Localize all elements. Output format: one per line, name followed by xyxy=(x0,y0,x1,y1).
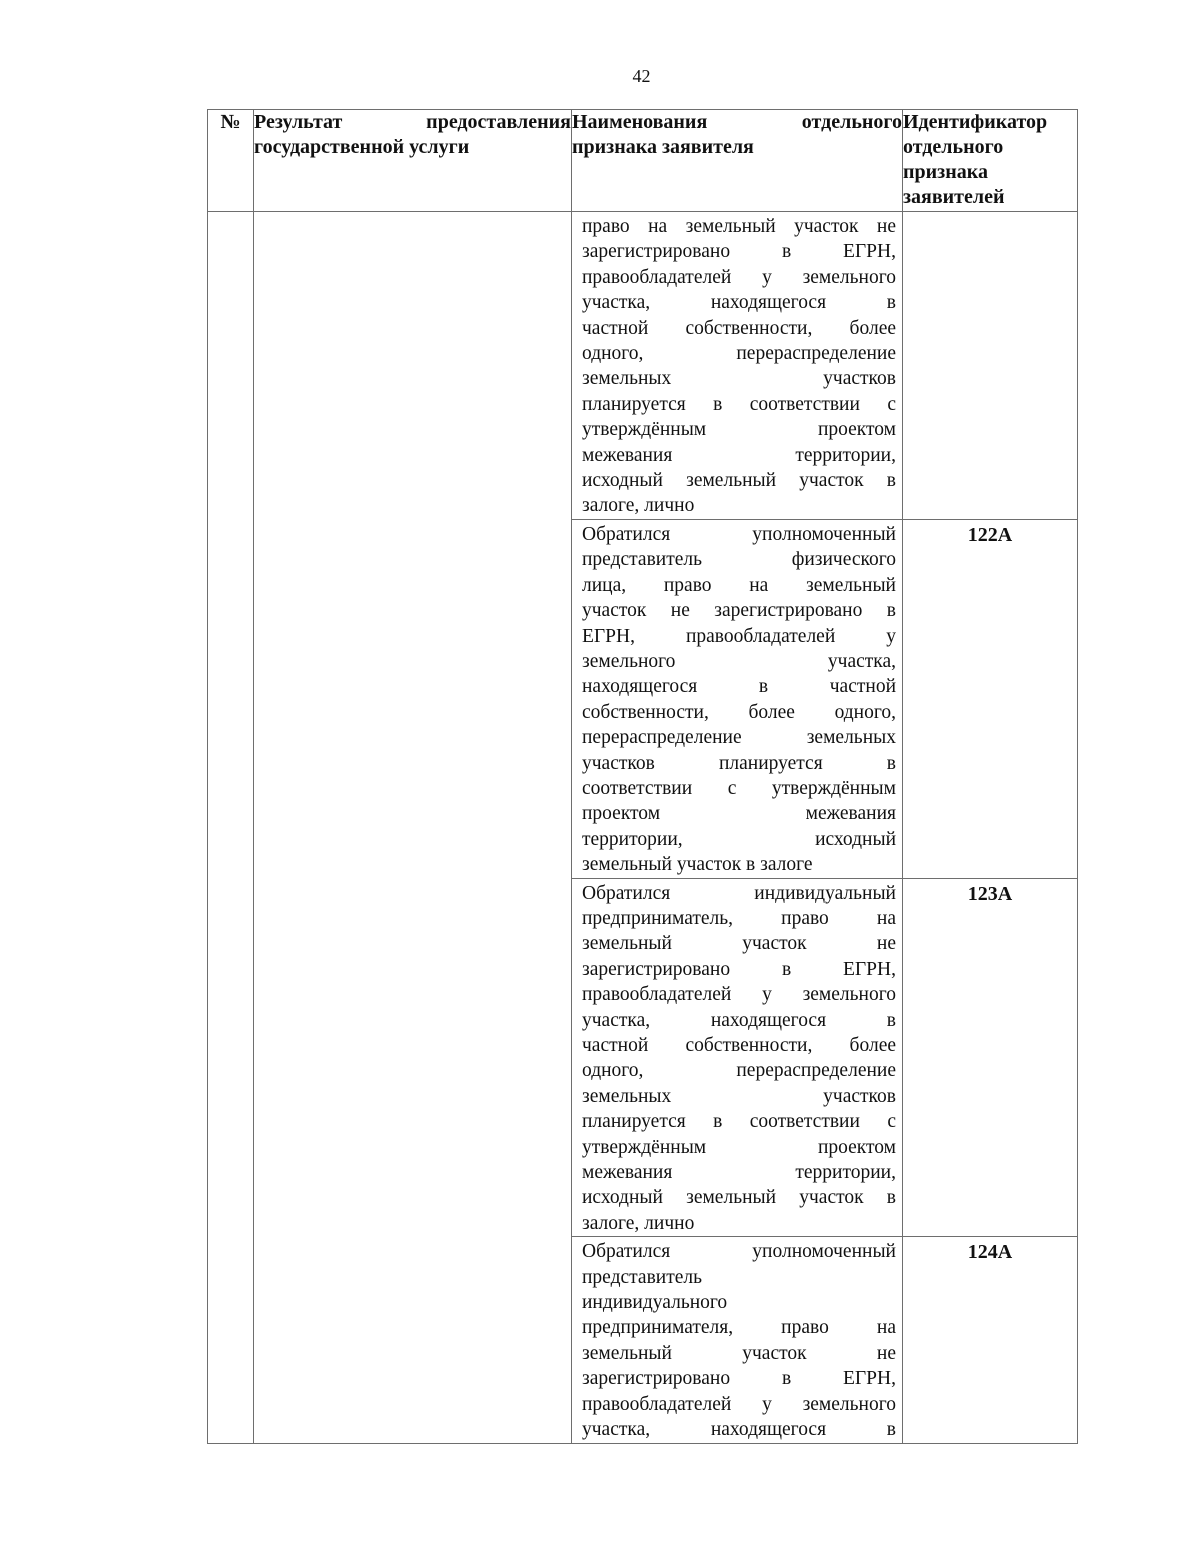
feature-text-line: земельный участок в залоге xyxy=(582,854,813,876)
feature-name-cell xyxy=(572,1237,903,1443)
header-identifier-line: Идентификатор xyxy=(903,111,1048,133)
header-identifier-line: отдельного xyxy=(903,136,1004,158)
feature-text-line: индивидуального xyxy=(582,1292,728,1314)
feature-text-line: межевания территории, xyxy=(582,1162,896,1184)
header-identifier xyxy=(903,110,1078,212)
feature-text-line: Обратился индивидуальный xyxy=(582,882,896,904)
identifier-cell: 123А xyxy=(903,878,1078,1237)
header-result: Результат предоставления государственной услуги xyxy=(254,110,572,212)
feature-text-line: участка, находящегося в xyxy=(582,292,896,314)
feature-text-line: соответствии с утверждённым xyxy=(582,777,896,799)
header-number: № xyxy=(208,110,254,212)
feature-text-line: земельного участка, xyxy=(582,650,896,672)
feature-text-line: ЕГРН, правообладателей у xyxy=(582,625,896,647)
feature-text-line: участка, находящегося в xyxy=(582,1419,896,1441)
header-identifier-line: признака xyxy=(903,161,988,183)
feature-text-line: земельных участков xyxy=(582,1085,896,1107)
feature-text-line: территории, исходный xyxy=(582,828,896,850)
header-feature-name: Наименования отдельного признака заявителя xyxy=(572,110,903,212)
feature-text-line: лица, право на земельный xyxy=(582,574,896,596)
feature-text-line: правообладателей у земельного xyxy=(582,266,896,288)
feature-text-line: зарегистрировано в ЕГРН, xyxy=(582,241,896,263)
feature-text-line: планируется в соответствии с xyxy=(582,393,896,415)
header-identifier-line: заявителей xyxy=(903,186,1005,208)
feature-text-line: участка, находящегося в xyxy=(582,1009,896,1031)
number-cell xyxy=(208,212,254,1444)
feature-text-line: собственности, более одного, xyxy=(582,701,896,723)
feature-text-line: земельный участок не xyxy=(582,1342,896,1364)
feature-text-line: правообладателей у земельного xyxy=(582,1393,896,1415)
feature-text-line: исходный земельный участок в xyxy=(582,470,896,492)
feature-name-cell xyxy=(572,519,903,878)
feature-text-line: представитель физического xyxy=(582,549,896,571)
feature-text-line: перераспределение земельных xyxy=(582,727,896,749)
feature-text-line: зарегистрировано в ЕГРН, xyxy=(582,1368,896,1390)
feature-text-line: залоге, лично xyxy=(582,495,695,517)
feature-text-line: залоге, лично xyxy=(582,1212,695,1234)
feature-text-line: предприниматель, право на xyxy=(582,907,896,929)
feature-text-line: земельных участков xyxy=(582,368,896,390)
feature-text-line: проектом межевания xyxy=(582,803,896,825)
identifier-cell xyxy=(903,212,1078,520)
result-cell xyxy=(254,212,572,1444)
feature-text-line: Обратился уполномоченный xyxy=(582,523,896,545)
feature-name-cell xyxy=(572,878,903,1237)
identifier-cell: 124А xyxy=(903,1237,1078,1443)
identifier-cell: 122А xyxy=(903,519,1078,878)
feature-text-line: зарегистрировано в ЕГРН, xyxy=(582,958,896,980)
page-number: 42 xyxy=(632,66,651,86)
feature-text-line: частной собственности, более xyxy=(582,1035,896,1056)
feature-text-line: одного, перераспределение xyxy=(582,1060,896,1082)
applicant-features-table xyxy=(207,109,1078,1444)
table-row xyxy=(208,212,1078,520)
feature-text-line: представитель xyxy=(582,1266,703,1288)
feature-text-line: участок не зарегистрировано в xyxy=(582,600,896,622)
feature-text-line: межевания территории, xyxy=(582,444,896,466)
feature-name-cell xyxy=(572,212,903,520)
feature-text-line: утверждённым проектом xyxy=(582,419,896,441)
feature-text-line: земельный участок не xyxy=(582,933,896,955)
feature-text-line: правообладателей у земельного xyxy=(582,984,896,1006)
feature-text-line: планируется в соответствии с xyxy=(582,1111,896,1133)
feature-text-line: предпринимателя, право на xyxy=(582,1317,896,1339)
feature-text-line: исходный земельный участок в xyxy=(582,1187,896,1209)
table-header-row xyxy=(208,110,1078,212)
feature-text-line: находящегося в частной xyxy=(582,676,896,698)
feature-text-line: одного, перераспределение xyxy=(582,343,896,365)
feature-text-line: право на земельный участок не xyxy=(582,216,896,237)
feature-text-line: Обратился уполномоченный xyxy=(582,1241,896,1263)
feature-text-line: утверждённым проектом xyxy=(582,1136,896,1158)
feature-text-line: участков планируется в xyxy=(582,752,896,774)
feature-text-line: частной собственности, более xyxy=(582,317,896,339)
